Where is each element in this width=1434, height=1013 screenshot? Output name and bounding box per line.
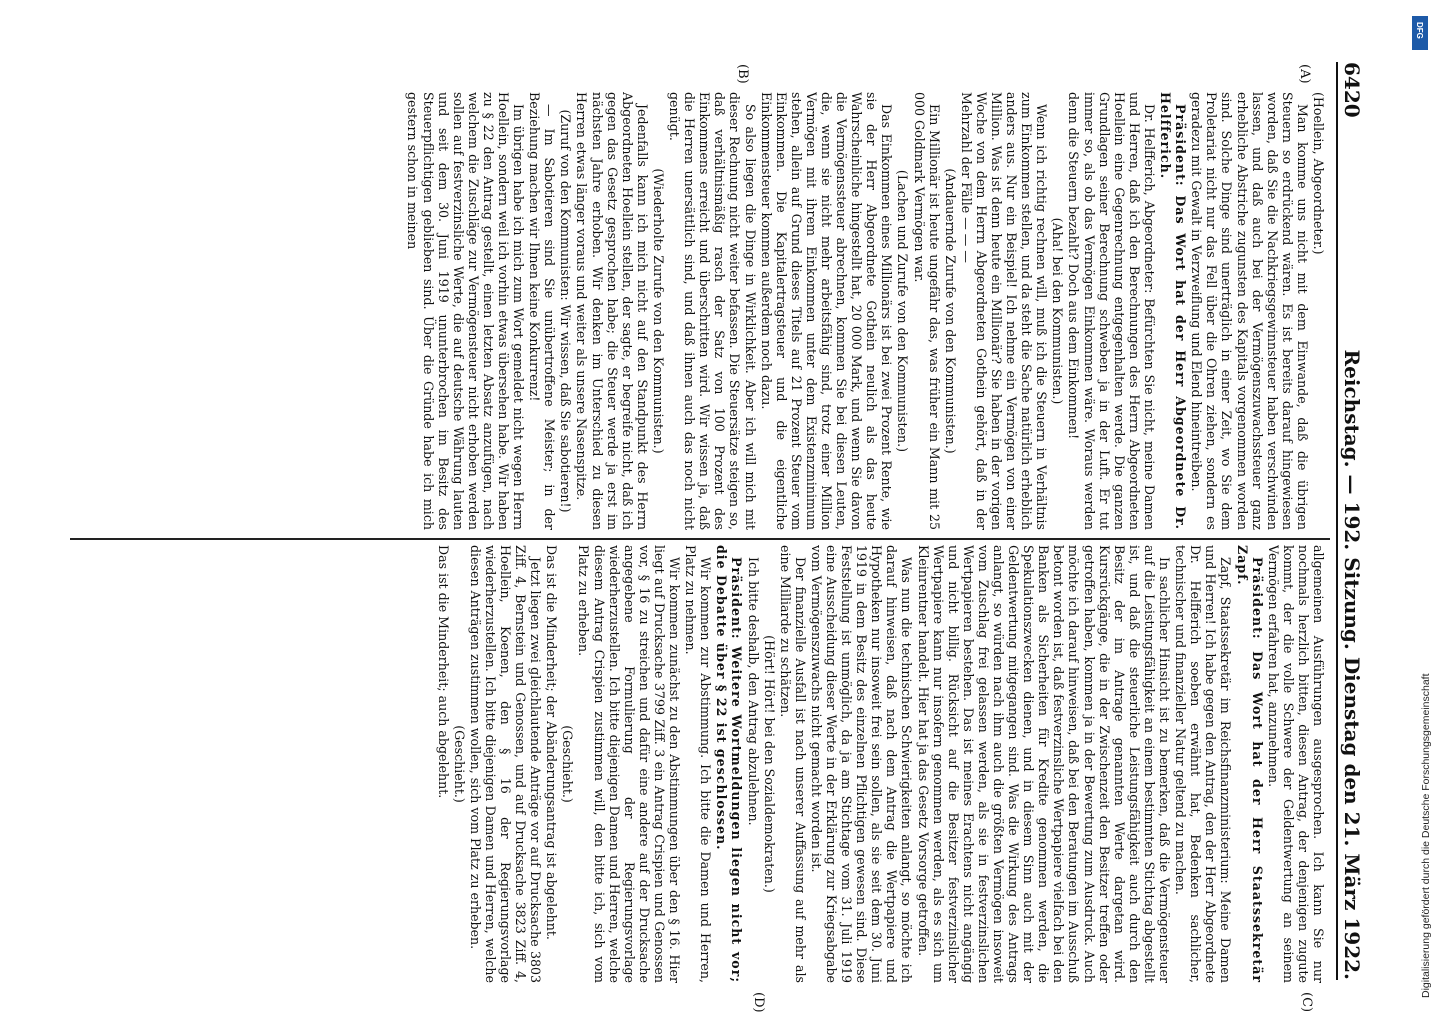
speaker-continuation: (Hoellein, Abgeordneter.) [1311, 92, 1326, 255]
paragraph: Das Einkommen eines Millionärs ist bei zwei Prozent Rente, wie sie der Herr Abgeordnete Gothein neulich als das heute Wahrscheinliche hingestellt hat, 20 000 Mark, und wenn Sie davon die Vermögenssteuer abrechnen, kommen Sie bei diesen Leuten, die, wenn sie nicht mehr arbeitsfähig sind, trotz einer Million Vermögen mit ihrem Einkommen unter dem Existenzminimum stehen, allein auf Grund dieses Titels auf 21 Prozent Steuer vom Einkommen. Die Kapitalertragsteuer und die eigentliche Einkommensteuer kommen außerdem noch dazu. [758, 92, 895, 530]
paragraph: Zapf, Staatssekretär im Reichsfinanzministerium: Meine Damen und Herren! Ich habe gegen den Antrag, den der Herr Abgeordnete Dr. Helfferich soeben erwähnt hat, Bedenken sachlicher, technischer und finanzieller Natur geltend zu machen. [1173, 545, 1234, 983]
paragraph: In sachlicher Hinsicht ist zu bemerken, daß die Vermögensteuer auf die Leistungsfähigkeit an einem bestimmten Stichtag abgestellt ist, und daß die steuerliche Leistungsfähigkeit auch durch den Besitz der im Antrage genannten Werte dargetan wird. Kursrückgänge, die in der Zwischenzeit den Besitzer treffen oder getroffen haben, kommen ja in der Bewertung zum Ausdruck. Auch möchte ich darauf hinweisen, daß bei den Beratungen im Ausschuß betont worden ist, daß festverzinsliche Wertpapiere vielfach bei den Banken als Sicherheiten für Kredite genommen werden, die Spekulationszwecken dienen, und in diesem Sinn auch mit der Geldentwertung mitgegangen sind. Was die Wirkung des Antrags anlangt, so würden nach ihm auch die größten Vermögen insoweit vom Zuschlag frei gelassen werden, als sie in festverzinslichen Wertpapieren bestehen. Das ist meines Erachtens nicht angängig und nicht billig. Rücksicht auf die Besitzer festverzinslicher Wertpapiere kann nur insofern genommen werden, als es sich um Kleinrentner handelt. Hier hat ja das Gesetz Vorsorge getroffen. [915, 545, 1173, 983]
interjection: (Aha! bei den Kommunisten.) [1050, 217, 1066, 405]
speaker-turn: Präsident: Das Wort hat der Herr Abgeordnete Dr. Helfferich. [1158, 92, 1189, 530]
speaker-turn: Präsident: Weitere Wortmeldungen liegen nicht vor; die Debatte über § 22 ist geschlossen. [714, 545, 745, 983]
paragraph: Im übrigen habe ich mich zum Wort gemeldet nicht wegen Herrn Hoellein, sondern weil ich vorhin etwas übersehen habe. Wir haben zu § 22 den Antrag gestellt, einen letzten Absatz anzufügen, nach welchem die Zuschläge zur Vermögensteuer nicht erhoben werden sollen auf festverzinsliche Werte, die auf deutsche Währung lauten und seit dem 30. Juni 1919 ununterbrochen im Besitz des Steuerpflichtigen geblieben sind. Über die Gründe habe ich mich gestern schon in meinen [405, 92, 527, 530]
funding-notice [1410, 8, 1432, 998]
page-title: Reichstag. — 192. Sitzung. Dienstag den 21. März 1922. [1340, 349, 1364, 980]
paragraph: Was nun die technischen Schwierigkeiten anlangt, so möchte ich darauf hinweisen, daß nach dem Antrag die Wertpapiere und Hypotheken nur insoweit frei sein sollen, als sie seit dem 30. Juni 1919 in dem Besitz des einzelnen Pflichtigen gewesen sind. Diese Feststellung ist unmöglich, da ja am Stichtage vom 31. Juli 1919 eine Ausscheidung dieser Werte in der Erklärung zur Kriegsabgabe vom Vermögenszuwachs nicht gemacht worden ist. [808, 545, 915, 983]
interjection: (Hört! Hört! bei den Sozialdemokraten.) [761, 635, 777, 893]
paragraph: So also liegen die Dinge in Wirklichkeit. Aber ich will mich mit dieser Rechnung nicht weiter befassen. Die Steuersätze steigen so, daß verhältnismäßig rasch der Satz von 100 Prozent des Einkommens erreicht und überschritten wird. Wir wissen ja, daß die Herren unersättlich sind, und daß ihnen auch das noch nicht genügt. [667, 92, 758, 530]
margin-mark-a: (A) [1297, 64, 1312, 84]
left-column [76, 92, 1326, 530]
interjection: (Geschieht.) [451, 725, 467, 803]
paragraph: Jetzt liegen zwei gleichlautende Anträge vor auf Drucksache 3803 Ziff. 4, Bernstein und Genossen, und auf Drucksache 3823 Ziff. 4, Hoellein, Koenen, den § 16 der Regierungsvorlage wiederherzustellen. Ich bitte diejenigen Damen und Herren, welche diesen Anträgen zustimmen wollen, sich vom Platz zu erheben. [467, 545, 544, 983]
paragraph: allgemeinen Ausführungen ausgesprochen. Ich kann Sie nur nochmals herzlich bitten, diesen Antrag, der denjenigen zugute kommt, der die volle Schwere der Geldentwertung an seinem Vermögen erfahren hat, anzunehmen. [1265, 545, 1326, 983]
interjection: (Lachen und Zurufe von den Kommunisten.) [895, 169, 911, 453]
paragraph: Ich bitte deshalb, den Antrag abzulehnen. [745, 557, 761, 826]
paragraph: Wir kommen zunächst zu den Abstimmungen über den § 16. Hier liegt auf Drucksache 3799 Ziff. 3 ein Antrag Crispien und Genossen vor, § 16 zu streichen und dafür eine andere auf der Drucksache angegebene Formulierung der Regierungsvorlage wiederherzustellen. Ich bitte diejenigen Damen und Herren, welche diesem Antrag Crispien zustimmen will, den bitte ich, sich vom Platz zu erheben. [576, 545, 683, 983]
paragraph: Wenn ich richtig rechnen will, muß ich die Steuern in Verhältnis zum Einkommen stellen, und da steht die Sache natürlich erheblich anders aus. Nur ein Beispiel! Ich nehme ein Vermögen von einer Million. Was ist denn heute ein Millionär? Sie haben in der vorigen Woche von dem Herrn Abgeordneten Gothein gehört, daß in der Mehrzahl der Fälle — — — [958, 92, 1050, 530]
page-header [1340, 62, 1364, 980]
margin-mark-c: (C) [1299, 992, 1314, 1013]
rotated-page [60, 0, 1400, 1013]
dfg-logo-icon: DFG [1412, 16, 1428, 50]
funding-notice-text: Digitalisierung gefördert durch die Deutsche Forschungsgemeinschaft [1420, 673, 1432, 998]
paragraph: Dr. Helfferich, Abgeordneter: Befürchten Sie nicht, meine Damen und Herren, daß ich den Berechnungen des Herrn Abgeordneten Hoellein eine Gegenrechnung entgegenhalten werde. Die ganzen Grundlagen seiner Berechnung schweben ja in der Luft. Er tut immer so, als ob das Vermögen Einkommen wäre. Woraus werden denn die Steuern bezahlt? Doch aus dem Einkommen! [1066, 92, 1157, 530]
paragraph: Der finanzielle Ausfall ist nach unserer Auffassung auf mehr als eine Milliarde zu schätzen. [777, 545, 808, 983]
interjection: (Wiederholte Zurufe von den Kommunisten.) [650, 168, 666, 454]
interjection: (Zuruf von den Kommunisten: Wir wissen, daß Sie sabotieren!) [558, 109, 574, 513]
interjection: (Andauernde Zurufe von den Kommunisten.) [942, 168, 958, 454]
paragraph: Wir kommen zur Abstimmung. Ich bitte die Damen und Herren, Platz zu nehmen. [683, 545, 714, 983]
paragraph: Jedenfalls kann ich mich nicht auf den Standpunkt des Herrn Abgeordneten Hoellein stellen, der sagte, er begreife nicht, daß ich gegen das Gesetz gesprochen habe; die Steuer werde ja erst im nächsten Jahre erhoben. Wir denken im Unterschied zu diesen Herren etwas länger voraus und weiter als unsere Nasenspitze. [574, 92, 650, 530]
right-column [76, 545, 1326, 983]
margin-mark-b: (B) [735, 64, 750, 84]
paragraph: Man komme uns nicht mit dem Einwande, daß die übrigen Steuern so erdrückend wären. Es ist bereits darauf hingewiesen worden, daß Sie die Nachkriegsgewinnsteuer haben verschwinden lassen, und daß auch bei der Vermögenszuwachssteuer ganz erhebliche Abstriche zugunsten des Kapitals vorgenommen worden sind. Solche Dinge sind unerträglich in einer Zeit, wo Sie dem Proletariat nicht nur das Fell über die Ohren ziehen, sondern es geradezu mit Gewalt in Verzweiflung und Elend hineintreiben. [1189, 92, 1310, 530]
interjection: (Geschieht.) [560, 725, 576, 803]
paragraph: — Im Sabotieren sind Sie unübertroffene Meister; in der Beziehung machen wir Ihnen keine Konkurrenz! [527, 92, 558, 530]
paragraph: Das ist die Minderheit; der Abänderungsantrag ist abgelehnt. [544, 545, 560, 940]
paragraph: Ein Millionär ist heute ungefähr das, was früher ein Mann mit 25 000 Goldmark Vermögen war. [911, 92, 942, 530]
margin-mark-d: (D) [751, 992, 766, 1013]
paragraph: Das ist die Minderheit; auch abgelehnt. [435, 545, 451, 799]
header-rule [1336, 62, 1338, 980]
page-number: 6420 [1340, 62, 1364, 118]
speaker-turn: Präsident: Das Wort hat der Herr Staatssekretär Zapf. [1234, 545, 1265, 983]
column-divider [70, 538, 1330, 540]
